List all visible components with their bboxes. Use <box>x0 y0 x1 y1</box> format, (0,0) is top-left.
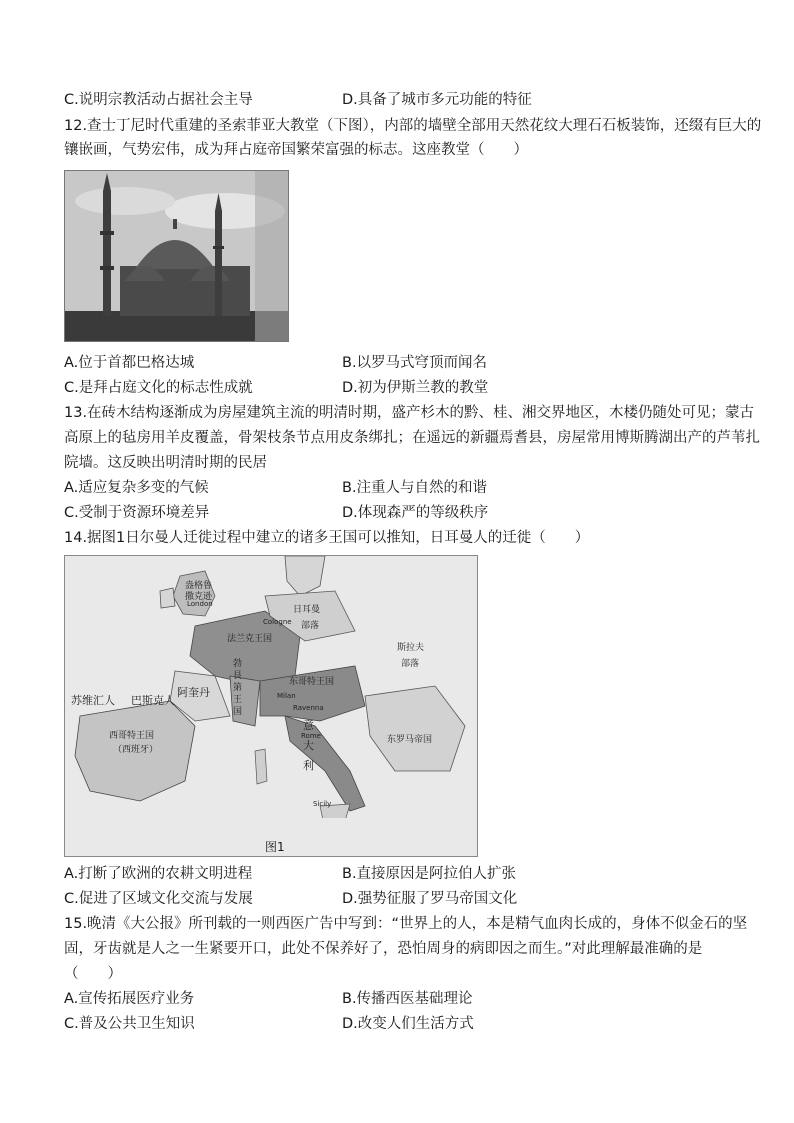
germanic-kingdoms-map <box>64 555 478 857</box>
map-label-adan: 阿奎丹 <box>177 686 210 699</box>
map-caption: 图1 <box>265 840 285 854</box>
q12-stem-line2: 镶嵌画，气势宏伟，成为拜占庭帝国繁荣富强的标志。这座教堂（ ） <box>64 142 528 158</box>
q15-option-d[interactable]: D.改变人们生活方式 <box>342 1016 474 1032</box>
q14-option-d[interactable]: D.强势征服了罗马帝国文化 <box>342 891 518 907</box>
q15-stem-line3: （ ） <box>64 966 122 982</box>
map-label-sufei: 苏维汇人 <box>71 694 115 707</box>
map-label-london: London <box>187 600 213 608</box>
q13-stem-line3: 院墙。这反映出明清时期的民居 <box>64 455 267 471</box>
map-label-silafu: 斯拉夫 <box>397 643 425 653</box>
q12-option-d[interactable]: D.初为伊斯兰教的教堂 <box>342 380 489 396</box>
map-label-riben: 日耳曼 <box>293 605 321 615</box>
q14-stem-line1: 14.据图1日尔曼人迁徙过程中建立的诸多王国可以推知，日耳曼人的迁徙（ ） <box>64 530 590 546</box>
hagia-sophia-photo <box>64 170 289 342</box>
q13-option-a[interactable]: A.适应复杂多变的气候 <box>64 480 209 496</box>
map-label-falanke: 法兰克王国 <box>227 634 273 644</box>
q15-stem-line1: 15.晚清《大公报》所刊载的一则西医广告中写到：“世界上的人，本是精气血肉长成的，身体不似金石的坚 <box>64 916 748 932</box>
map-label-mengdi: 勃艮第王国 <box>233 659 243 717</box>
map-label-milan: Milan <box>277 692 296 700</box>
q14-option-c[interactable]: C.促进了区域文化交流与发展 <box>64 891 253 907</box>
q14-option-b[interactable]: B.直接原因是阿拉伯人扩张 <box>342 866 517 882</box>
map-label-rome: Rome <box>301 732 321 740</box>
hagia-sophia-illustration <box>65 171 288 341</box>
q15-option-c[interactable]: C.普及公共卫生知识 <box>64 1016 195 1032</box>
q15-option-a[interactable]: A.宣传拓展医疗业务 <box>64 991 195 1007</box>
map-label-dongluoma: 东罗马帝国 <box>387 735 433 745</box>
map-label-cologne: Cologne <box>263 618 292 626</box>
map-label-buluo1: 部落 <box>301 621 320 631</box>
q13-option-b[interactable]: B.注重人与自然的和谐 <box>342 480 488 496</box>
q11-option-d[interactable]: D.具备了城市多元功能的特征 <box>342 92 532 108</box>
q12-stem-line1: 12.查士丁尼时代重建的圣索菲亚大教堂（下图），内部的墙壁全部用天然花纹大理石石板装饰，还缀有巨大的 <box>64 118 762 134</box>
map-label-ravenna: Ravenna <box>293 704 324 712</box>
q12-option-b[interactable]: B.以罗马式穹顶而闻名 <box>342 355 488 371</box>
map-illustration <box>65 556 477 856</box>
map-label-saxon: 撒克逊 <box>185 592 213 602</box>
map-label-xibanya: （西班牙） <box>113 745 159 755</box>
q13-option-d[interactable]: D.体现森严的等级秩序 <box>342 505 489 521</box>
map-label-xige: 西哥特王国 <box>109 731 155 741</box>
q14-option-a[interactable]: A.打断了欧洲的农耕文明进程 <box>64 866 253 882</box>
q15-option-b[interactable]: B.传播西医基础理论 <box>342 991 473 1007</box>
map-label-basike: 巴斯克人 <box>131 694 175 707</box>
map-label-buluo2: 部落 <box>401 659 420 669</box>
q11-option-c[interactable]: C.说明宗教活动占据社会主导 <box>64 92 253 108</box>
map-label-sicily: Sicily <box>313 800 332 808</box>
q13-option-c[interactable]: C.受制于资源环境差异 <box>64 505 210 521</box>
q12-option-c[interactable]: C.是拜占庭文化的标志性成就 <box>64 380 253 396</box>
q15-stem-line2: 固，牙齿就是人之一生紧要开口，此处不保养好了，恐怕周身的病即因之而生。”对此理解最准确的是 <box>64 941 703 957</box>
q13-stem-line2: 高原上的毡房用羊皮覆盖，骨架枝条节点用皮条绑扎；在遥远的新疆焉耆县，房屋常用博斯腾湖出产的芦苇扎 <box>64 430 760 446</box>
map-label-anglo: 盎格鲁 <box>185 581 213 591</box>
map-label-dong: 东哥特王国 <box>289 677 335 687</box>
q12-option-a[interactable]: A.位于首都巴格达城 <box>64 355 195 371</box>
q13-stem-line1: 13.在砖木结构逐渐成为房屋建筑主流的明清时期，盛产杉木的黔、桂、湘交界地区，木楼仍随处可见；蒙古 <box>64 405 755 421</box>
map-label-yidali: 意大利 <box>303 719 314 772</box>
